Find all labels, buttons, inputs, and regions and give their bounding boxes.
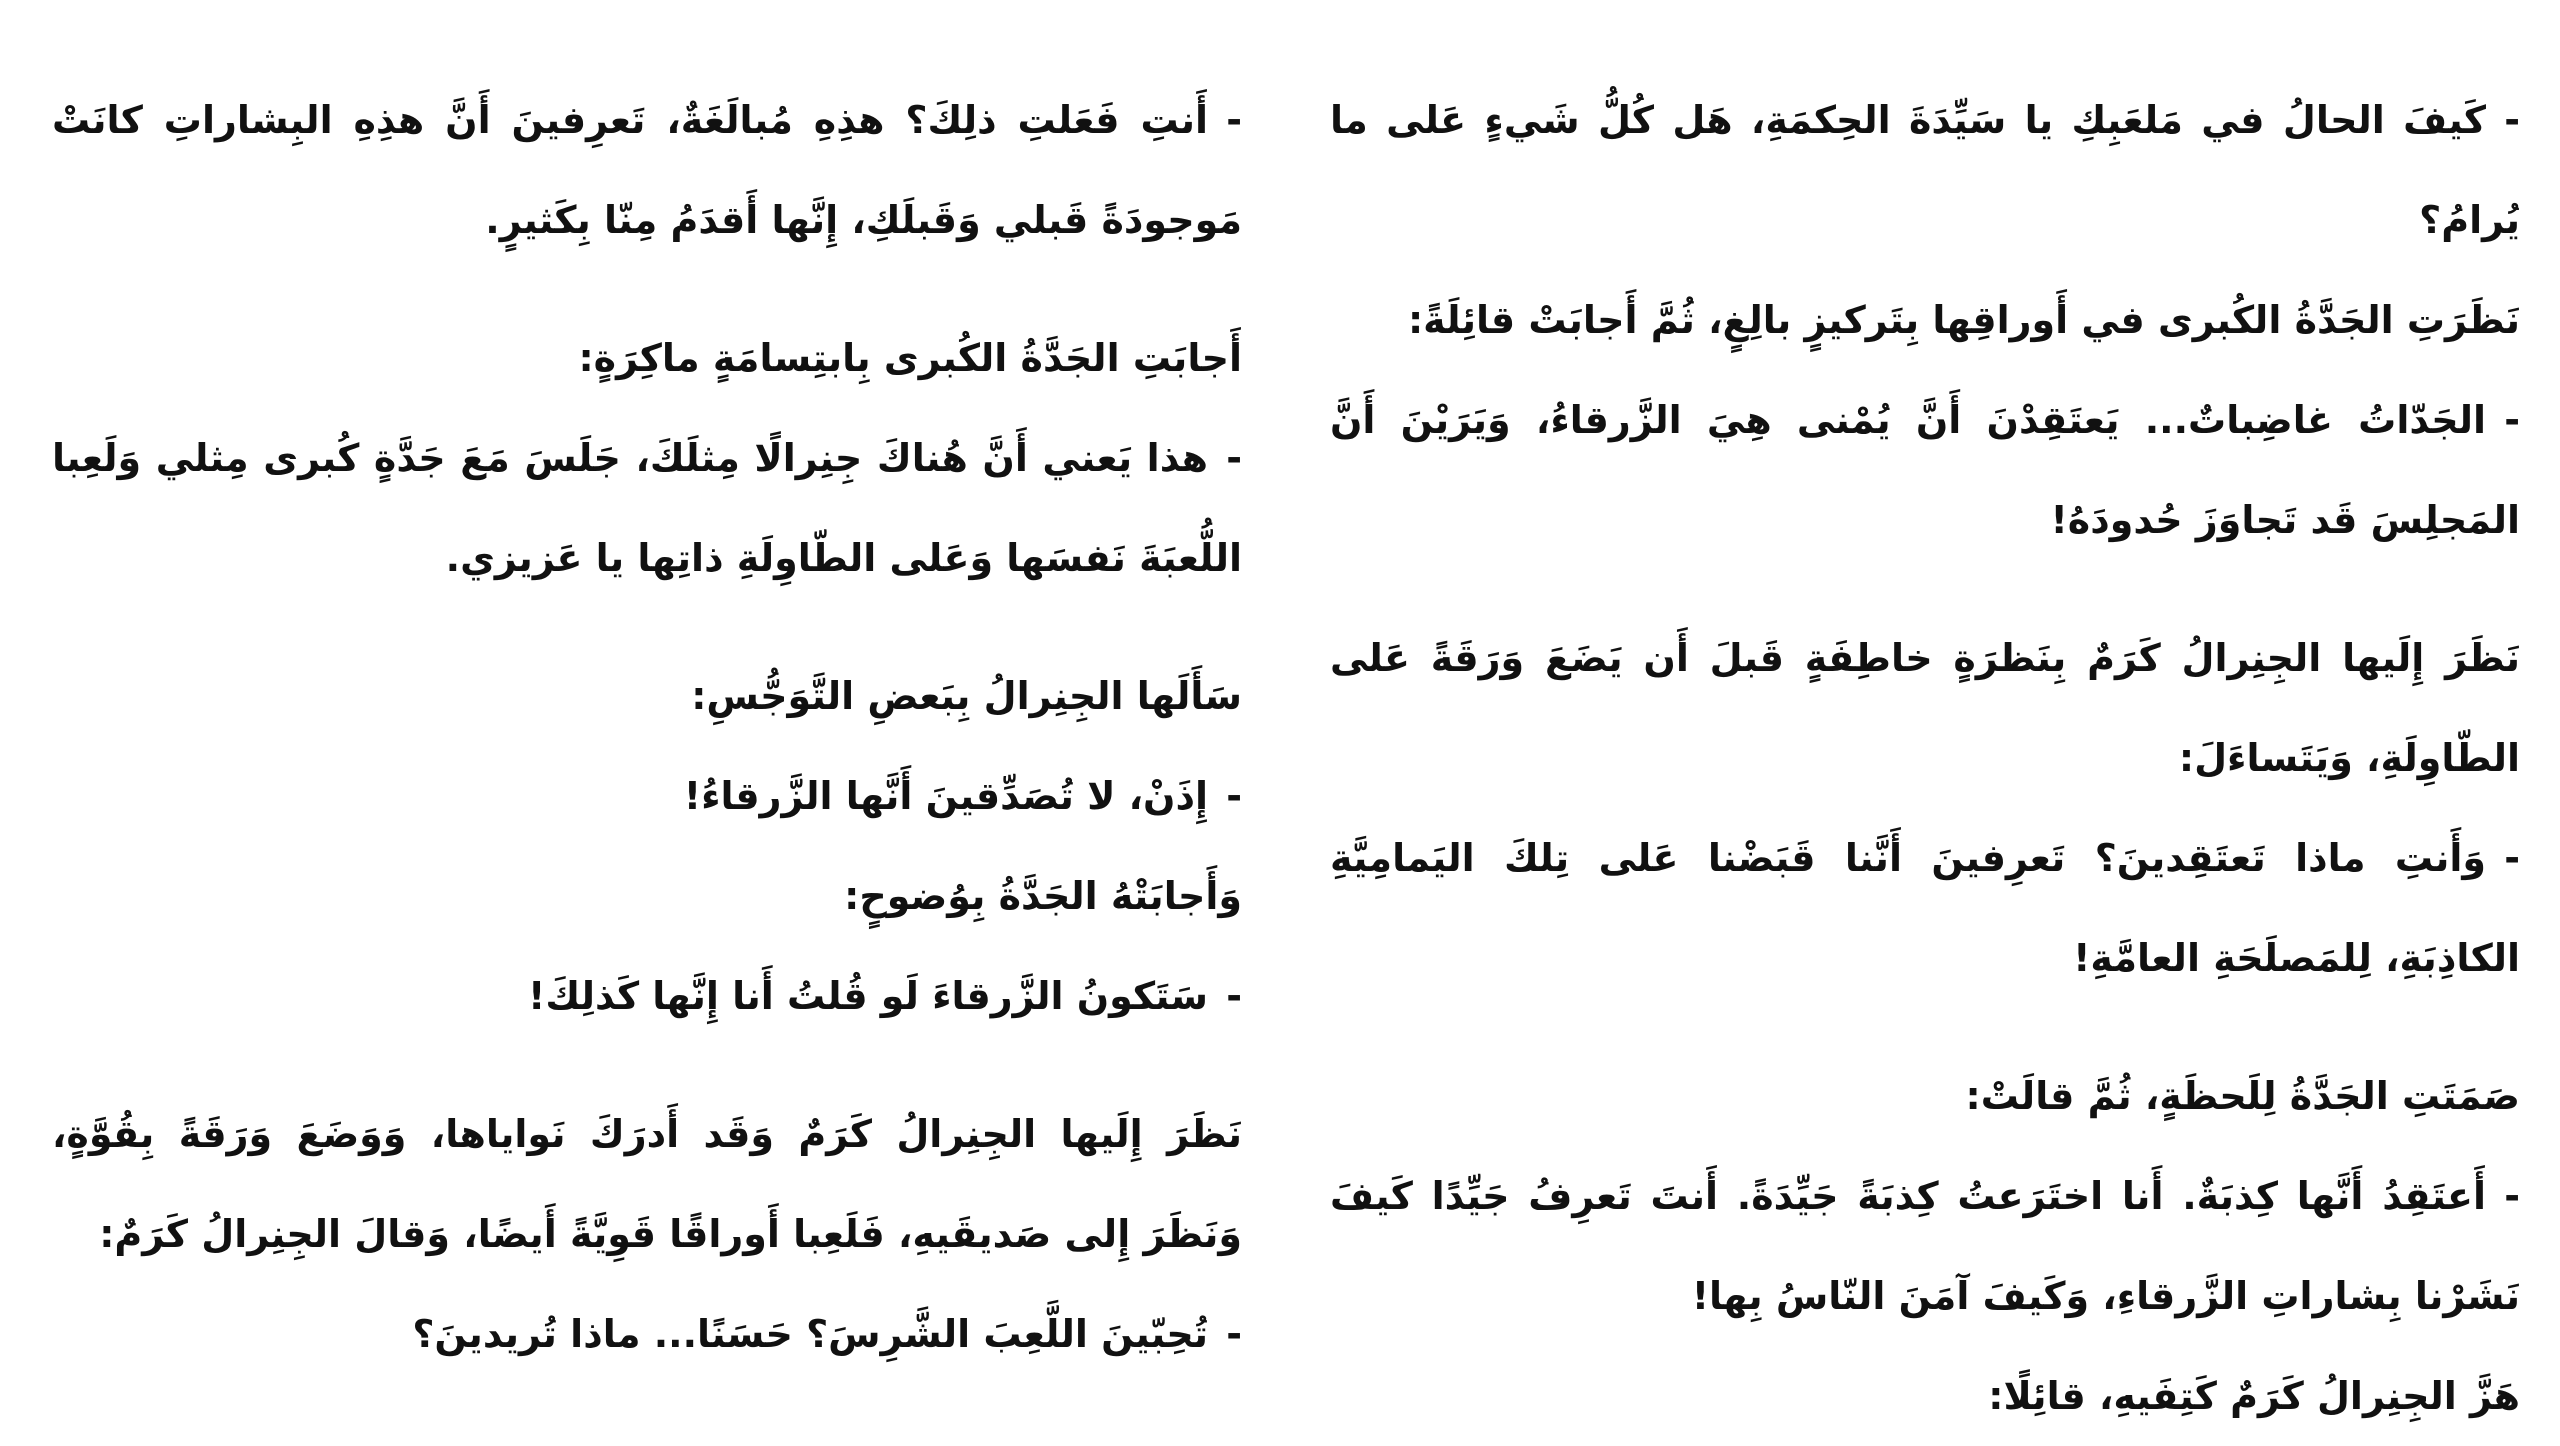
dialog-line xyxy=(52,946,1242,1046)
narration-line: وَأَجابَتْهُ الجَدَّةُ بِوُضوحٍ: xyxy=(844,874,1242,918)
narration-line: نَظَرَ إِلَيها الجِنِرالُ كَرَمٌ وَقَد أَدرَكَ نَواياها، وَوَضَعَ وَرَقَةً بِقُوَّةٍ، وَنَظَرَ إِلى صَديقَيهِ، فَلَعِبا أَوراقًا قَوِيَّةً أَيضًا، وَقالَ الجِنِرالُ كَرَمٌ: xyxy=(52,1112,1242,1256)
narration-line: نَظَرَ إِلَيها الجِنِرالُ كَرَمٌ بِنَظرَةٍ خاطِفَةٍ قَبلَ أَن يَضَعَ وَرَقَةً عَلى الطّاوِلَةِ، وَيَتَساءَلَ: xyxy=(1330,636,2520,780)
paragraph-gap xyxy=(52,608,1242,646)
paragraph-gap xyxy=(1330,1008,2520,1046)
dialog-text: سَتَكونُ الزَّرقاءَ لَو قُلتُ أَنا إِنَّها كَذلِكَ! xyxy=(528,974,1208,1018)
right-page-column xyxy=(1330,70,2520,1446)
narration-line: أَجابَتِ الجَدَّةُ الكُبرى بِابتِسامَةٍ ماكِرَةٍ: xyxy=(578,336,1242,380)
dialog-text: وَأَنتِ ماذا تَعتَقِدينَ؟ تَعرِفينَ أَنَّنا قَبَضْنا عَلى تِلكَ اليَمامِيَّةِ الكاذِبَةِ، لِلمَصلَحَةِ العامَّةِ! xyxy=(1330,836,2520,980)
dialog-line xyxy=(52,408,1242,608)
narration-line: نَظَرَتِ الجَدَّةُ الكُبرى في أَوراقِها بِتَركيزٍ بالِغٍ، ثُمَّ أَجابَتْ قائِلَةً: xyxy=(1407,298,2520,342)
paragraph-gap xyxy=(52,1046,1242,1084)
dialog-text: هذا يَعني أَنَّ هُناكَ جِنِرالًا مِثلَكَ، جَلَسَ مَعَ جَدَّةٍ كُبرى مِثلي وَلَعِبا اللُّعبَةَ نَفسَها وَعَلى الطّاوِلَةِ ذاتِها يا عَزيزي. xyxy=(52,436,1242,580)
dialog-dash: - xyxy=(1226,98,1242,142)
narration-line: صَمَتَتِ الجَدَّةُ لِلَحظَةٍ، ثُمَّ قالَتْ: xyxy=(1965,1074,2520,1118)
dialog-dash: - xyxy=(2504,398,2520,442)
dialog-dash: - xyxy=(1226,774,1242,818)
dialog-line xyxy=(1330,370,2520,570)
dialog-dash: - xyxy=(2504,836,2520,880)
dialog-dash: - xyxy=(1226,974,1242,1018)
dialog-text: إِذَنْ، لا تُصَدِّقينَ أَنَّها الزَّرقاءُ! xyxy=(683,774,1208,818)
dialog-text: أَنتِ فَعَلتِ ذلِكَ؟ هذِهِ مُبالَغَةٌ، تَعرِفينَ أَنَّ هذِهِ البِشاراتِ كانَتْ مَوجودَةً قَبلي وَقَبلَكِ، إِنَّها أَقدَمُ مِنّا بِكَثيرٍ. xyxy=(52,98,1242,242)
dialog-dash: - xyxy=(2504,1174,2520,1218)
paragraph-gap xyxy=(52,270,1242,308)
dialog-text: تُحِبّينَ اللَّعِبَ الشَّرِسَ؟ حَسَنًا... ماذا تُريدينَ؟ xyxy=(412,1312,1208,1356)
dialog-text: أَعتَقِدُ أَنَّها كِذبَةٌ. أَنا اختَرَعتُ كِذبَةً جَيِّدَةً. أَنتَ تَعرِفُ جَيِّدًا كَيفَ نَشَرْنا بِشاراتِ الزَّرقاءِ، وَكَيفَ آمَنَ النّاسُ بِها! xyxy=(1330,1174,2520,1318)
dialog-text: كَيفَ الحالُ في مَلعَبِكِ يا سَيِّدَةَ الحِكمَةِ، هَل كُلُّ شَيءٍ عَلى ما يُرامُ؟ xyxy=(1330,98,2520,242)
dialog-line xyxy=(52,70,1242,270)
dialog-dash: - xyxy=(1226,436,1242,480)
dialog-text: الجَدّاتُ غاضِباتٌ... يَعتَقِدْنَ أَنَّ يُمْنى هِيَ الزَّرقاءُ، وَيَرَيْنَ أَنَّ المَجلِسَ قَد تَجاوَزَ حُدودَهُ! xyxy=(1330,398,2520,542)
dialog-dash: - xyxy=(1226,1312,1242,1356)
dialog-line xyxy=(1330,808,2520,1008)
left-page-column xyxy=(52,70,1242,1384)
dialog-line xyxy=(52,1284,1242,1384)
narration-line: سَأَلَها الجِنِرالُ بِبَعضِ التَّوَجُّسِ: xyxy=(691,674,1242,718)
dialog-line xyxy=(1330,70,2520,270)
narration-line: هَزَّ الجِنِرالُ كَرَمٌ كَتِفَيهِ، قائِلًا: xyxy=(1988,1374,2520,1418)
dialog-dash: - xyxy=(2504,98,2520,142)
paragraph-gap xyxy=(1330,570,2520,608)
dialog-line xyxy=(1330,1146,2520,1346)
dialog-line xyxy=(52,746,1242,846)
